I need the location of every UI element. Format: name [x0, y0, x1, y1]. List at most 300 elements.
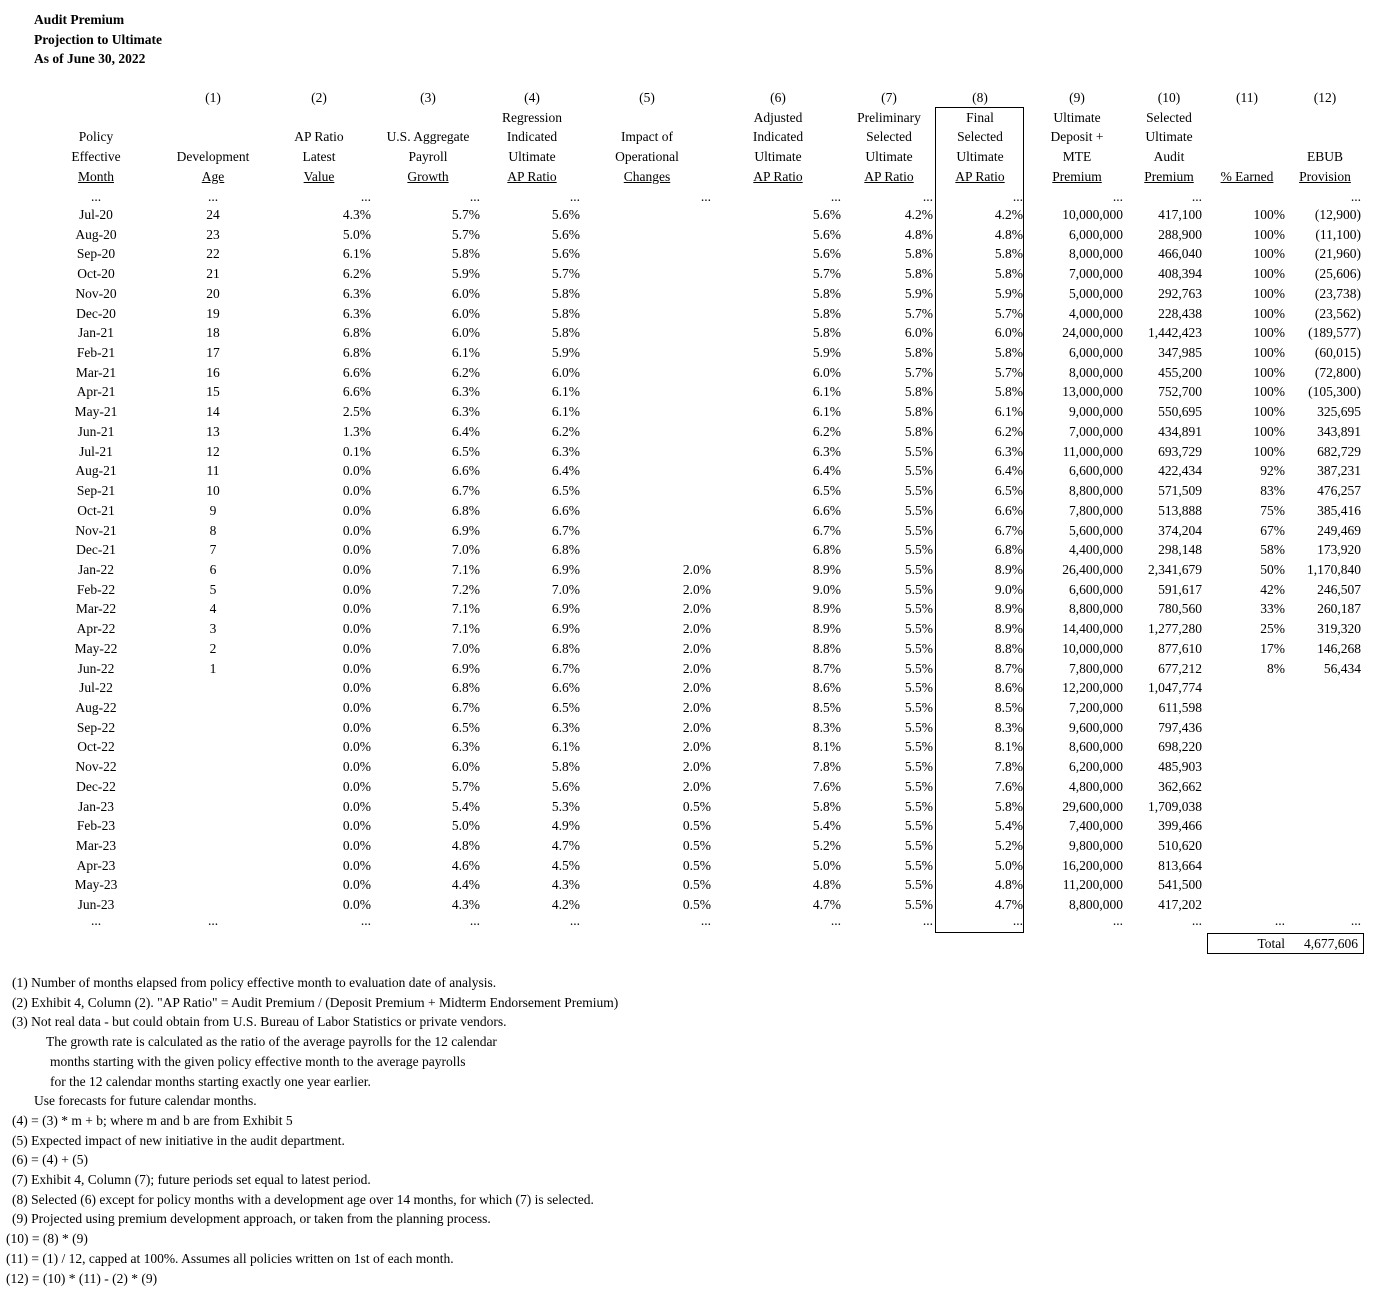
- table-cell: 56,434: [1323, 660, 1361, 676]
- table-cell: 9,000,000: [1069, 404, 1123, 420]
- table-cell: 6.0%: [451, 759, 480, 775]
- table-cell: 26,400,000: [1062, 561, 1123, 577]
- policy-month-cell: Jul-21: [79, 443, 113, 459]
- column-header-line: Audit: [1153, 149, 1185, 165]
- table-cell: 6.5%: [451, 719, 480, 735]
- ellipsis: ...: [1112, 912, 1123, 928]
- table-cell: 8,800,000: [1069, 483, 1123, 499]
- table-cell: 408,394: [1158, 266, 1202, 282]
- table-cell: 6.8%: [551, 640, 580, 656]
- table-cell: 877,610: [1158, 640, 1202, 656]
- column-number: (6): [770, 90, 786, 105]
- table-cell: 11,200,000: [1062, 877, 1123, 893]
- table-cell: 417,202: [1158, 897, 1202, 913]
- table-cell: 5.0%: [812, 857, 841, 873]
- policy-month-cell: May-21: [74, 404, 118, 420]
- column-header-line: AP Ratio: [864, 168, 914, 184]
- table-cell: 5.8%: [904, 404, 933, 420]
- policy-month-cell: Jun-22: [77, 660, 115, 676]
- table-cell: 5.4%: [994, 818, 1023, 834]
- ellipsis: ...: [207, 189, 219, 204]
- table-cell: 83%: [1260, 483, 1285, 499]
- ellipsis: ...: [469, 912, 480, 928]
- table-cell: 8.3%: [812, 719, 841, 735]
- table-cell: (23,738): [1314, 285, 1361, 301]
- table-cell: 325,695: [1317, 404, 1361, 420]
- table-cell: 591,617: [1158, 581, 1202, 597]
- table-cell: 8,000,000: [1069, 364, 1123, 380]
- table-cell: 6.9%: [551, 621, 580, 637]
- table-cell: 8.7%: [994, 660, 1023, 676]
- footnote-line: (4) = (3) * m + b; where m and b are from Exhibit 5: [12, 1112, 293, 1128]
- table-cell: 0.0%: [342, 522, 371, 538]
- table-cell: 4,000,000: [1069, 305, 1123, 321]
- table-cell: 5.0%: [451, 818, 480, 834]
- table-cell: 5.6%: [551, 778, 580, 794]
- table-cell: 571,509: [1158, 483, 1202, 499]
- column-header-line: Ultimate: [956, 149, 1004, 165]
- table-cell: 2.0%: [682, 581, 711, 597]
- table-cell: 541,500: [1158, 877, 1202, 893]
- table-cell: 75%: [1260, 502, 1285, 518]
- table-cell: 5.5%: [904, 522, 933, 538]
- table-cell: 5.8%: [994, 384, 1023, 400]
- column-header-line: AP Ratio: [294, 129, 344, 145]
- footnote-line: (9) Projected using premium development approach, or taken from the planning process.: [12, 1211, 491, 1227]
- ellipsis: ...: [922, 189, 933, 204]
- table-cell: 6,000,000: [1069, 226, 1123, 242]
- table-cell: 7: [209, 542, 217, 558]
- table-cell: 5.9%: [451, 266, 480, 282]
- policy-month-cell: Dec-20: [76, 305, 116, 321]
- table-cell: 8%: [1267, 660, 1285, 676]
- footnote-line: (2) Exhibit 4, Column (2). "AP Ratio" = Audit Premium / (Deposit Premium + Midterm Endorsement Premium): [12, 994, 619, 1010]
- policy-month-cell: Feb-22: [76, 581, 116, 597]
- table-cell: 0.5%: [682, 877, 711, 893]
- table-cell: 7,800,000: [1069, 502, 1123, 518]
- column-header-line: % Earned: [1220, 168, 1274, 184]
- table-cell: 8,000,000: [1069, 246, 1123, 262]
- table-cell: 8: [209, 522, 217, 538]
- column-number: (2): [311, 90, 327, 105]
- column-header-line: Impact of: [620, 129, 674, 145]
- table-cell: 5.5%: [904, 798, 933, 814]
- table-cell: 6.6%: [342, 364, 371, 380]
- column-number: (10): [1157, 90, 1181, 105]
- table-cell: 7.0%: [551, 581, 580, 597]
- table-cell: 5.5%: [904, 838, 933, 854]
- table-cell: 343,891: [1317, 423, 1361, 439]
- ellipsis: ...: [569, 189, 580, 204]
- table-cell: 12,200,000: [1062, 680, 1123, 696]
- policy-month-cell: Jun-21: [77, 423, 115, 439]
- column-header-line: MTE: [1062, 149, 1092, 165]
- table-cell: 9.0%: [994, 581, 1023, 597]
- table-cell: 100%: [1253, 404, 1285, 420]
- table-cell: 5.5%: [904, 778, 933, 794]
- table-cell: 6,600,000: [1069, 581, 1123, 597]
- table-cell: 362,662: [1158, 778, 1202, 794]
- table-cell: 5.8%: [904, 246, 933, 262]
- table-cell: 4.7%: [551, 838, 580, 854]
- table-cell: 21: [206, 266, 220, 282]
- table-cell: 246,507: [1317, 581, 1361, 597]
- table-cell: 6.8%: [812, 542, 841, 558]
- table-cell: 5.7%: [451, 207, 480, 222]
- policy-month-cell: Nov-22: [75, 759, 117, 775]
- table-cell: (25,606): [1314, 266, 1361, 282]
- policy-month-cell: Oct-20: [77, 266, 115, 282]
- table-cell: 5.6%: [812, 246, 841, 262]
- table-cell: 0.0%: [342, 838, 371, 854]
- table-cell: 6.0%: [451, 285, 480, 301]
- table-cell: 14,400,000: [1062, 621, 1123, 637]
- table-cell: 5.6%: [812, 226, 841, 242]
- column-header-line: Development: [176, 149, 250, 165]
- table-cell: 58%: [1260, 542, 1285, 558]
- table-cell: 298,148: [1158, 542, 1202, 558]
- ellipsis: ...: [569, 912, 580, 928]
- table-cell: 100%: [1253, 384, 1285, 400]
- table-cell: 6: [209, 561, 217, 577]
- table-cell: 10: [206, 483, 220, 499]
- table-cell: 4.5%: [551, 857, 580, 873]
- table-cell: 5.8%: [812, 798, 841, 814]
- column-header-line: U.S. Aggregate: [386, 129, 470, 145]
- table-cell: 92%: [1260, 463, 1285, 479]
- table-cell: 100%: [1253, 345, 1285, 361]
- table-cell: 6.7%: [451, 483, 480, 499]
- table-cell: 0.5%: [682, 857, 711, 873]
- table-cell: 5.5%: [904, 660, 933, 676]
- policy-month-cell: Aug-21: [75, 463, 117, 479]
- table-cell: 5.8%: [904, 423, 933, 439]
- table-cell: 5.5%: [904, 897, 933, 913]
- footnote-line: (8) Selected (6) except for policy months with a development age over 14 months, for which (7) is selected.: [12, 1191, 594, 1207]
- table-cell: 374,204: [1158, 522, 1202, 538]
- ellipsis: ...: [1274, 912, 1285, 928]
- table-cell: 5.8%: [904, 345, 933, 361]
- table-cell: 399,466: [1158, 818, 1202, 834]
- table-cell: 5.2%: [994, 838, 1023, 854]
- table-cell: 6.1%: [451, 345, 480, 361]
- table-cell: 5.9%: [551, 345, 580, 361]
- column-header-line: Ultimate: [1053, 109, 1101, 125]
- column-header-line: Value: [303, 168, 335, 184]
- policy-month-cell: Feb-21: [76, 345, 116, 361]
- table-cell: 6.5%: [551, 700, 580, 715]
- table-cell: 6.5%: [451, 443, 480, 459]
- table-cell: 4.4%: [451, 877, 480, 893]
- ellipsis: ...: [830, 189, 841, 204]
- table-cell: 6.3%: [551, 443, 580, 459]
- table-cell: 0.0%: [342, 759, 371, 775]
- policy-month-cell: Dec-22: [76, 778, 116, 794]
- table-cell: 8.9%: [994, 601, 1023, 617]
- table-cell: 5.8%: [451, 246, 480, 262]
- table-cell: 780,560: [1158, 601, 1202, 617]
- table-cell: 4.3%: [551, 877, 580, 893]
- table-cell: 17: [206, 345, 220, 361]
- table-cell: 0.0%: [342, 798, 371, 814]
- table-cell: 146,268: [1317, 640, 1361, 656]
- table-cell: 5.5%: [904, 542, 933, 558]
- table-cell: 6.3%: [451, 739, 480, 755]
- table-cell: 9,600,000: [1069, 719, 1123, 735]
- footnote-line: Use forecasts for future calendar months.: [34, 1093, 257, 1109]
- table-cell: 100%: [1253, 207, 1285, 222]
- table-cell: 15: [206, 384, 220, 400]
- ellipsis: ...: [1012, 189, 1023, 204]
- column-number: (9): [1069, 90, 1085, 105]
- policy-month-cell: Jul-22: [79, 680, 113, 696]
- table-cell: 1,047,774: [1148, 680, 1202, 696]
- table-cell: (23,562): [1314, 305, 1361, 321]
- table-cell: 2.5%: [342, 404, 371, 420]
- footnote-line: (3) Not real data - but could obtain from U.S. Bureau of Labor Statistics or private vendors.: [12, 1014, 507, 1030]
- table-cell: 5.7%: [551, 266, 580, 282]
- table-cell: 4,800,000: [1069, 778, 1123, 794]
- policy-month-cell: Apr-22: [76, 621, 116, 637]
- table-cell: 0.0%: [342, 700, 371, 715]
- table-cell: 33%: [1260, 601, 1285, 617]
- table-cell: 67%: [1260, 522, 1285, 538]
- table-cell: 6.6%: [812, 502, 841, 518]
- table-cell: 813,664: [1158, 857, 1202, 873]
- table-cell: 16: [206, 364, 220, 380]
- table-cell: 6.8%: [994, 542, 1023, 558]
- table-cell: 9: [209, 502, 217, 518]
- table-cell: 550,695: [1158, 404, 1202, 420]
- table-cell: 0.0%: [342, 719, 371, 735]
- table-cell: 347,985: [1158, 345, 1202, 361]
- footnote-line: (1) Number of months elapsed from policy effective month to evaluation date of analysis.: [12, 975, 497, 990]
- column-number: (11): [1236, 90, 1258, 105]
- ellipsis: ...: [1350, 912, 1361, 928]
- table-cell: 6.7%: [994, 522, 1023, 538]
- table-cell: 6,200,000: [1069, 759, 1123, 775]
- table-cell: 5.0%: [994, 857, 1023, 873]
- table-cell: 0.0%: [342, 561, 371, 577]
- policy-month-cell: Jan-22: [78, 561, 114, 577]
- table-cell: 2.0%: [682, 759, 711, 775]
- table-cell: 8.5%: [812, 700, 841, 715]
- table-cell: 4.2%: [904, 207, 933, 222]
- table-cell: 1,442,423: [1148, 325, 1202, 341]
- table-cell: 693,729: [1158, 443, 1202, 459]
- ellipsis: ...: [1350, 189, 1361, 204]
- column-header-line: Month: [77, 168, 114, 184]
- table-cell: (12,900): [1314, 207, 1361, 222]
- table-cell: 5.2%: [812, 838, 841, 854]
- table-cell: 6.2%: [812, 423, 841, 439]
- table-cell: 0.0%: [342, 897, 371, 913]
- table-cell: 249,469: [1317, 522, 1361, 538]
- column-number: (12): [1313, 90, 1337, 105]
- table-cell: 5.7%: [904, 305, 933, 321]
- table-cell: 11,000,000: [1062, 443, 1123, 459]
- table-cell: 4.7%: [994, 897, 1023, 913]
- table-cell: 6.1%: [342, 246, 371, 262]
- table-cell: 9,800,000: [1069, 838, 1123, 854]
- table-cell: 6.7%: [812, 522, 841, 538]
- policy-month-cell: Jan-21: [78, 325, 114, 341]
- column-header-line: Ultimate: [865, 149, 913, 165]
- footnote-line: (11) = (1) / 12, capped at 100%. Assumes all policies written on 1st of each month.: [6, 1250, 454, 1266]
- table-cell: 5.4%: [451, 798, 480, 814]
- table-cell: 20: [206, 285, 220, 301]
- ellipsis: ...: [1191, 189, 1202, 204]
- table-cell: 6.1%: [812, 404, 841, 420]
- table-cell: 14: [206, 404, 220, 420]
- table-cell: 8.6%: [994, 680, 1023, 696]
- table-cell: 5.8%: [904, 384, 933, 400]
- table-cell: 682,729: [1317, 443, 1361, 459]
- table-cell: 5.5%: [904, 818, 933, 834]
- table-cell: 6.5%: [551, 483, 580, 499]
- policy-month-cell: Sep-22: [76, 719, 116, 735]
- table-cell: 4.9%: [551, 818, 580, 834]
- column-header-line: AP Ratio: [955, 168, 1005, 184]
- table-cell: 6.5%: [994, 483, 1023, 499]
- table-cell: 19: [206, 305, 220, 321]
- table-cell: 698,220: [1158, 739, 1202, 755]
- column-header-line: Selected: [1146, 109, 1192, 125]
- table-cell: 5.3%: [551, 798, 580, 814]
- table-cell: (189,577): [1308, 325, 1361, 341]
- policy-month-cell: Nov-21: [75, 522, 117, 538]
- table-cell: 5.4%: [812, 818, 841, 834]
- table-cell: 6.3%: [551, 719, 580, 735]
- table-cell: 5.6%: [551, 246, 580, 262]
- table-cell: 8.9%: [812, 561, 841, 577]
- table-cell: 2.0%: [682, 778, 711, 794]
- policy-month-cell: Jan-23: [78, 798, 114, 814]
- table-cell: 6.3%: [994, 443, 1023, 459]
- table-cell: 6.4%: [994, 463, 1023, 479]
- table-cell: 8.1%: [812, 739, 841, 755]
- table-cell: 100%: [1253, 285, 1285, 301]
- table-cell: 6.3%: [342, 285, 371, 301]
- table-cell: 5.5%: [904, 483, 933, 499]
- column-header-line: Age: [201, 168, 225, 184]
- table-cell: 4.8%: [904, 226, 933, 242]
- column-header-line: Payroll: [408, 149, 448, 165]
- table-cell: 6.6%: [551, 680, 580, 696]
- table-cell: 2.0%: [682, 739, 711, 755]
- final-selected-column-box: [935, 107, 1024, 933]
- table-cell: 0.0%: [342, 601, 371, 617]
- table-cell: 5.5%: [904, 857, 933, 873]
- table-cell: 5.5%: [904, 700, 933, 715]
- column-header-line: Regression: [502, 109, 562, 125]
- table-cell: 24: [206, 207, 220, 222]
- table-cell: 7.6%: [994, 778, 1023, 794]
- table-cell: 0.0%: [342, 483, 371, 499]
- table-cell: 5.8%: [994, 266, 1023, 282]
- table-cell: 6.8%: [451, 680, 480, 696]
- table-cell: 8.8%: [994, 640, 1023, 656]
- table-cell: 6.0%: [812, 364, 841, 380]
- table-cell: 7.6%: [812, 778, 841, 794]
- footnote-line: (5) Expected impact of new initiative in the audit department.: [12, 1132, 345, 1148]
- table-cell: 6.8%: [342, 345, 371, 361]
- table-cell: 5.0%: [342, 226, 371, 242]
- table-cell: 42%: [1260, 581, 1285, 597]
- table-cell: 6.8%: [342, 325, 371, 341]
- column-number: (1): [205, 90, 221, 105]
- table-cell: 6.8%: [551, 542, 580, 558]
- table-cell: 7,800,000: [1069, 660, 1123, 676]
- table-cell: 417,100: [1158, 207, 1202, 222]
- table-cell: 8.7%: [812, 660, 841, 676]
- title-line: Audit Premium: [34, 12, 125, 27]
- table-cell: 5.5%: [904, 640, 933, 656]
- title-line: As of June 30, 2022: [34, 51, 146, 66]
- table-cell: 4: [209, 601, 217, 617]
- table-cell: 5.5%: [904, 759, 933, 775]
- table-cell: 0.0%: [342, 680, 371, 696]
- table-cell: 2.0%: [682, 621, 711, 637]
- table-cell: 2: [209, 640, 217, 656]
- table-cell: 7,400,000: [1069, 818, 1123, 834]
- table-cell: 4.6%: [451, 857, 480, 873]
- table-cell: 5: [209, 581, 217, 597]
- table-cell: 6.2%: [994, 423, 1023, 439]
- table-cell: 2.0%: [682, 719, 711, 735]
- table-cell: 6.1%: [551, 739, 580, 755]
- policy-month-cell: Mar-23: [75, 838, 117, 854]
- table-cell: 100%: [1253, 423, 1285, 439]
- column-header-line: Ultimate: [508, 149, 556, 165]
- table-cell: 5.9%: [904, 285, 933, 301]
- table-cell: 5.8%: [551, 285, 580, 301]
- ellipsis: ...: [1012, 912, 1023, 928]
- table-cell: 7.2%: [451, 581, 480, 597]
- table-cell: 0.0%: [342, 739, 371, 755]
- table-cell: 1,170,840: [1307, 561, 1361, 577]
- table-cell: 1.3%: [342, 423, 371, 439]
- table-cell: 8.1%: [994, 739, 1023, 755]
- table-cell: 7.8%: [812, 759, 841, 775]
- table-cell: 0.0%: [342, 818, 371, 834]
- column-header-line: Adjusted: [753, 109, 803, 125]
- table-cell: 100%: [1253, 305, 1285, 321]
- table-cell: 4.2%: [551, 897, 580, 913]
- table-cell: 1,277,280: [1148, 621, 1202, 637]
- table-cell: 8.6%: [812, 680, 841, 696]
- table-cell: 434,891: [1158, 423, 1202, 439]
- table-cell: 23: [206, 226, 220, 242]
- table-cell: 5.8%: [994, 246, 1023, 262]
- table-cell: (11,100): [1315, 226, 1361, 242]
- table-cell: 16,200,000: [1062, 857, 1123, 873]
- table-cell: 6.3%: [342, 305, 371, 321]
- table-cell: 6.9%: [551, 561, 580, 577]
- policy-month-cell: Feb-23: [76, 818, 116, 834]
- table-cell: 5.5%: [904, 621, 933, 637]
- table-cell: 0.0%: [342, 621, 371, 637]
- footnote-line: (12) = (10) * (11) - (2) * (9): [6, 1270, 158, 1286]
- table-cell: 5.7%: [451, 226, 480, 242]
- table-cell: 4.2%: [994, 207, 1023, 222]
- table-cell: 7.1%: [451, 561, 480, 577]
- table-cell: 5.5%: [904, 443, 933, 459]
- policy-month-cell: Nov-20: [75, 285, 117, 301]
- table-cell: 5.9%: [812, 345, 841, 361]
- table-cell: 6.0%: [551, 364, 580, 380]
- table-cell: 8.8%: [812, 640, 841, 656]
